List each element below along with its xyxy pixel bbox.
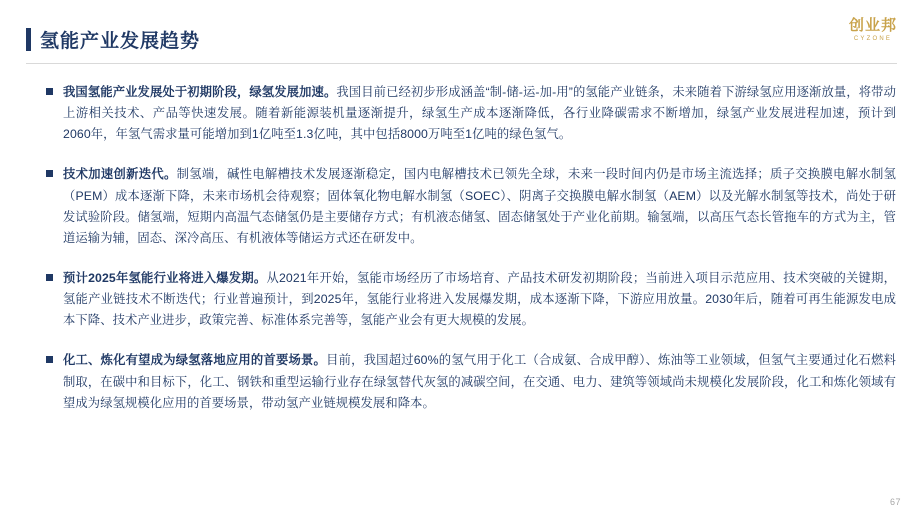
page-title-text: 氢能产业发展趋势	[40, 31, 201, 52]
bullet-lead: 预计2025年氢能行业将进入爆发期。	[63, 270, 267, 285]
bullet-paragraph	[63, 268, 896, 331]
bullet-lead: 我国氢能产业发展处于初期阶段，绿氢发展加速。	[63, 85, 337, 99]
list-item	[46, 350, 896, 413]
square-bullet-icon	[46, 274, 53, 281]
square-bullet-icon	[46, 170, 53, 177]
brand-logo-name-en: CYZONE	[853, 36, 893, 42]
title-divider	[26, 63, 897, 64]
title-accent-bar	[26, 28, 31, 51]
brand-logo-name-cn: 创业邦	[848, 17, 897, 34]
list-item	[46, 164, 896, 249]
square-bullet-icon	[46, 356, 53, 363]
bullet-body: 制氢端，碱性电解槽技术发展逐渐稳定，国内电解槽技术已领先全球，未来一段时间内仍是市场主流选择；质子交换膜电解水制氢（PEM）成本逐渐下降，未来市场机会待观察；固体氧化物电解水制氢（SOEC）、阴离子交换膜电解水制氢（AEM）以及光解水制氢等技术，尚处于研发试验阶段。储氢端，短期内高温气态储氢仍是主要储存方式；有机液态储氢、固态储氢处于产业化前期。输氢端，以高压气态长管拖车的方式为主，管道运输为辅，固态、深冷高压、有机液体等储运方式还在研发中。	[63, 167, 896, 245]
brand-logo	[849, 18, 897, 42]
bullet-paragraph	[63, 350, 896, 413]
square-bullet-icon	[46, 88, 53, 95]
list-item	[46, 82, 896, 145]
page-number: 67	[889, 497, 901, 507]
bullet-lead: 技术加速创新迭代。	[63, 167, 177, 182]
page-title	[26, 26, 200, 53]
list-item	[46, 268, 896, 331]
bullet-paragraph	[63, 164, 896, 249]
bullet-body: 目前，我国超过60%的氢气用于化工（合成氨、合成甲醇）、炼油等工业领域，但氢气主要通过化石燃料制取，在碳中和目标下，化工、钢铁和重型运输行业存在绿氢替代灰氢的减碳空间，在交通、电力、建筑等领域尚未规模化发展阶段，化工和炼化领域有望成为绿氢规模化应用的首要场景，带动氢产业链规模发展和降本。	[63, 353, 896, 410]
bullet-lead: 化工、炼化有望成为绿氢落地应用的首要场景。	[63, 353, 327, 368]
bullet-body: 从2021年开始，氢能市场经历了市场培育、产品技术研发初期阶段；当前进入项目示范应用、技术突破的关键期，氢能产业链技术不断迭代；行业普遍预计，到2025年，氢能行业将进入发展爆发期，成本逐渐下降，下游应用放量。2030年后，随着可再生能源发电成本下降、技术产业进步，政策完善、标准体系完善等，氢能产业会有更大规模的发展。	[63, 270, 897, 328]
bullet-paragraph	[63, 82, 896, 145]
bullet-body: 我国目前已经初步形成涵盖“制-储-运-加-用”的氢能产业链条，未来随着下游绿氢应用逐渐放量，将带动上游相关技术、产品等快速发展。随着新能源装机量逐渐提升，绿氢生产成本逐渐降低，各行业降碳需求不断增加，绿氢产业发展进程加速，预计到2060年，年氢气需求量可能增加到1亿吨至1.3亿吨，其中包括8000万吨至1亿吨的绿色氢气。	[63, 85, 896, 142]
bullet-list	[46, 82, 896, 414]
